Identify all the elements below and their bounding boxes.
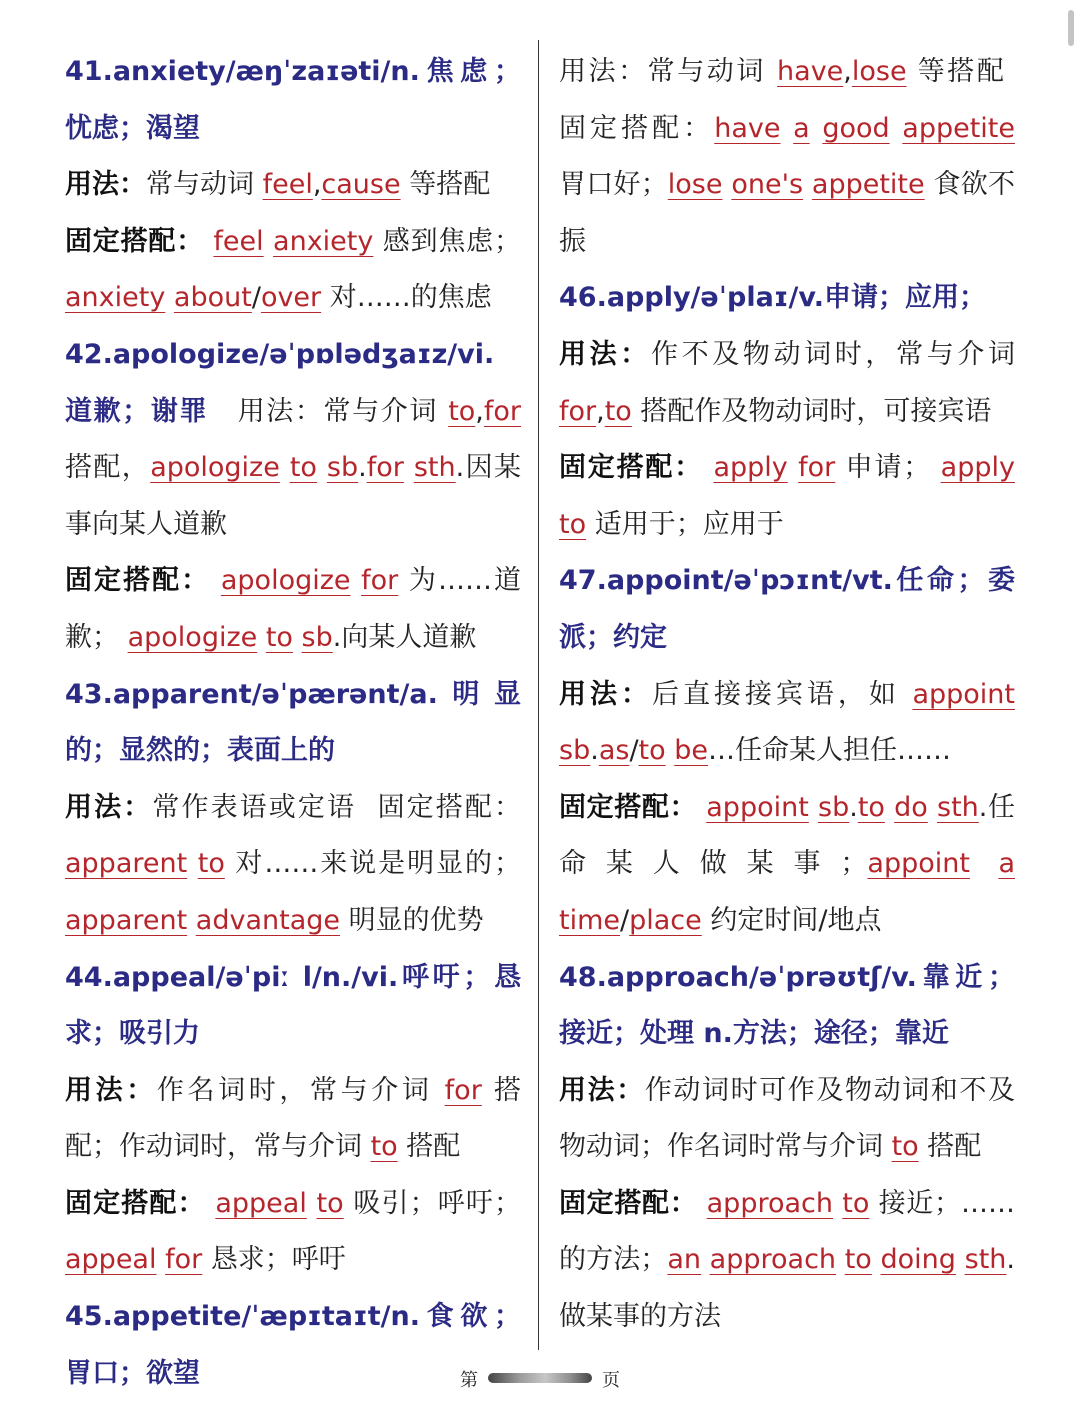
highlight-word: to bbox=[448, 395, 476, 427]
highlight-word: to bbox=[604, 395, 632, 427]
highlight-word: have bbox=[714, 112, 781, 144]
right-column bbox=[559, 44, 1015, 1346]
usage-line-41: 用法：常与动词 feel,cause 等搭配 bbox=[65, 169, 491, 201]
highlight-word: feel bbox=[213, 225, 264, 257]
highlight-word: apparent bbox=[65, 848, 188, 880]
highlight-word: to bbox=[289, 452, 317, 484]
usage-label: 用法： bbox=[236, 395, 324, 427]
entry-heading-46: 46.apply/əˈplaɪ/v.申请；应用； bbox=[559, 282, 987, 314]
highlight-word: appoint bbox=[867, 848, 970, 880]
highlight-word: apologize bbox=[150, 452, 280, 484]
highlight-word: appetite bbox=[902, 112, 1016, 144]
usage-label: 用法： bbox=[559, 678, 652, 710]
fixed-label: 固定搭配： bbox=[65, 1187, 206, 1219]
scrollbar[interactable] bbox=[1068, 10, 1074, 46]
fixed-collocation-44: 固定搭配： appeal to 吸引；呼吁； appeal for 恳求；呼吁 bbox=[65, 1187, 521, 1276]
usage-line-43: 用法：常作表语或定语 固定搭配：apparent to 对……来说是明显的；apparent advantage 明显的优势 bbox=[65, 791, 522, 936]
fixed-collocation-47: 固定搭配： appoint sb.to do sth.任命某人做某事；appoint a time/place 约定时间/地点 bbox=[559, 791, 1015, 936]
highlight-word: for bbox=[361, 565, 399, 597]
entry-42: 42.apologize/əˈpɒlədʒaɪz/vi.道歉；谢罪 用法：常与介词 to,for 搭配，apologize to sb.for sth.因某事向某人道歉 bbox=[65, 338, 522, 540]
highlight-word: one's bbox=[731, 169, 804, 201]
fixed-collocation-41: 固定搭配： feel anxiety 感到焦虑； anxiety about/over 对……的焦虑 bbox=[65, 225, 521, 314]
highlight-word: for bbox=[798, 452, 836, 484]
entry-heading-45: 45.appetite/ˈæpɪtaɪt/n.食欲；胃口；欲望 bbox=[65, 1301, 521, 1389]
highlight-word: to bbox=[844, 1244, 872, 1276]
highlight-word: apologize bbox=[127, 621, 258, 653]
highlight-word: sth bbox=[413, 452, 456, 484]
highlight-word: a bbox=[998, 848, 1015, 880]
entry-heading-41: 41.anxiety/æŋˈzaɪəti/n.焦虑；忧虑；渴望 bbox=[65, 56, 521, 144]
highlight-word: to bbox=[638, 735, 666, 767]
highlight-word: for bbox=[483, 395, 522, 427]
highlight-word: to bbox=[857, 791, 885, 823]
usage-label: 用法： bbox=[65, 791, 153, 823]
fixed-label: 固定搭配： bbox=[559, 1187, 698, 1219]
fixed-collocation-42: 固定搭配： apologize for 为……道歉； apologize to sb.向某人道歉 bbox=[65, 565, 521, 653]
usage-line-46: 用法：作不及物动词时，常与介词 for,to 搭配作及物动词时，可接宾语 bbox=[559, 338, 1016, 427]
highlight-word: appeal bbox=[215, 1187, 307, 1219]
highlight-word: for bbox=[165, 1244, 203, 1276]
highlight-word: as bbox=[598, 735, 630, 767]
usage-line-44: 用法：作名词时，常与介词 for 搭配；作动词时，常与介词 to 搭配 bbox=[65, 1074, 521, 1163]
highlight-word: anxiety bbox=[273, 225, 374, 257]
highlight-word: sb bbox=[326, 452, 359, 484]
entry-heading-43: 43.apparent/əˈpærənt/a.明显的；显然的；表面上的 bbox=[65, 678, 521, 767]
highlight-word: a bbox=[793, 112, 810, 144]
highlight-word: to bbox=[316, 1187, 344, 1219]
fixed-label: 固定搭配： bbox=[559, 452, 704, 484]
highlight-word: be bbox=[674, 735, 708, 767]
column-divider bbox=[538, 40, 539, 1350]
entry-heading-47: 47.appoint/əˈpɔɪnt/vt.任命；委派；约定 bbox=[559, 565, 1015, 653]
footer-right: 页 bbox=[602, 1370, 620, 1391]
usage-label: 用法： bbox=[559, 338, 651, 370]
footer-left: 第 bbox=[460, 1370, 478, 1391]
highlight-word: appetite bbox=[811, 169, 925, 201]
highlight-word: time bbox=[559, 904, 621, 936]
usage-label: 用法： bbox=[559, 1074, 645, 1106]
highlight-word: to bbox=[197, 848, 225, 880]
highlight-word: appeal bbox=[65, 1244, 157, 1276]
highlight-word: feel bbox=[262, 169, 313, 201]
highlight-word: cause bbox=[321, 169, 401, 201]
highlight-word: an bbox=[667, 1244, 701, 1276]
highlight-word: apply bbox=[713, 452, 788, 484]
usage-line-48: 用法：作动词时可作及物动词和不及物动词；作名词时常与介词 to 搭配 bbox=[559, 1074, 1016, 1163]
highlight-word: appoint bbox=[706, 791, 809, 823]
highlight-word: advantage bbox=[195, 904, 340, 936]
highlight-word: to bbox=[559, 508, 587, 540]
highlight-word: to bbox=[891, 1131, 919, 1163]
highlight-word: over bbox=[260, 282, 322, 314]
left-column bbox=[65, 44, 521, 1402]
highlight-word: approach bbox=[709, 1244, 837, 1276]
highlight-word: have bbox=[777, 56, 844, 87]
highlight-word: to bbox=[265, 621, 293, 653]
highlight-word: lose bbox=[851, 56, 907, 87]
usage-label: 用法： bbox=[65, 169, 146, 201]
highlight-word: apply bbox=[940, 452, 1015, 484]
highlight-word: sth bbox=[937, 791, 979, 823]
highlight-word: good bbox=[822, 112, 890, 144]
highlight-word: sth bbox=[964, 1244, 1007, 1276]
highlight-word: sb bbox=[301, 621, 333, 653]
highlight-word: apologize bbox=[220, 565, 351, 597]
highlight-word: approach bbox=[706, 1187, 833, 1219]
fixed-label: 固定搭配： bbox=[65, 225, 205, 257]
highlight-word: anxiety bbox=[65, 282, 166, 314]
usage-label: 用法： bbox=[65, 1074, 157, 1106]
highlight-word: for bbox=[444, 1074, 482, 1106]
page-footer bbox=[0, 1366, 1080, 1392]
highlight-word: appoint bbox=[912, 678, 1015, 710]
highlight-word: doing bbox=[880, 1244, 956, 1276]
highlight-word: apparent bbox=[65, 904, 188, 936]
usage-label: 用法： bbox=[559, 56, 648, 87]
fixed-label: 固定搭配： bbox=[559, 112, 715, 144]
entry-heading-42: 42.apologize/əˈpɒlədʒaɪz/vi.道歉；谢罪 bbox=[65, 338, 495, 427]
highlight-word: place bbox=[629, 904, 702, 936]
fixed-label: 固定搭配： bbox=[377, 791, 522, 823]
page-number-redacted bbox=[488, 1373, 592, 1383]
fixed-label: 固定搭配： bbox=[559, 791, 698, 823]
highlight-word: sb bbox=[818, 791, 850, 823]
highlight-word: to bbox=[370, 1131, 398, 1163]
highlight-word: for bbox=[366, 452, 404, 484]
entry-heading-44: 44.appeal/əˈpiː l/n./vi.呼吁；恳求；吸引力 bbox=[65, 961, 521, 1050]
highlight-word: sb bbox=[559, 735, 591, 767]
highlight-word: for bbox=[559, 395, 597, 427]
entry-heading-48: 48.approach/əˈprəʊtʃ/v.靠近；接近；处理 n.方法；途径；靠近 bbox=[559, 961, 1015, 1050]
fixed-collocation-48: 固定搭配： approach to 接近；……的方法；an approach to doing sth.做某事的方法 bbox=[559, 1187, 1015, 1333]
fixed-label: 固定搭配： bbox=[65, 565, 211, 597]
highlight-word: lose bbox=[667, 169, 723, 201]
highlight-word: do bbox=[894, 791, 928, 823]
fixed-collocation-46: 固定搭配： apply for 申请； apply to 适用于；应用于 bbox=[559, 452, 1015, 540]
usage-line-45: 用法：常与动词 have,lose 等搭配 固定搭配：have a good appetite 胃口好；lose one's appetite 食欲不振 bbox=[559, 56, 1016, 257]
highlight-word: about bbox=[173, 282, 252, 314]
highlight-word: to bbox=[842, 1187, 870, 1219]
usage-line-47: 用法：后直接接宾语，如 appoint sb.as/to be…任命某人担任…… bbox=[559, 678, 1015, 767]
